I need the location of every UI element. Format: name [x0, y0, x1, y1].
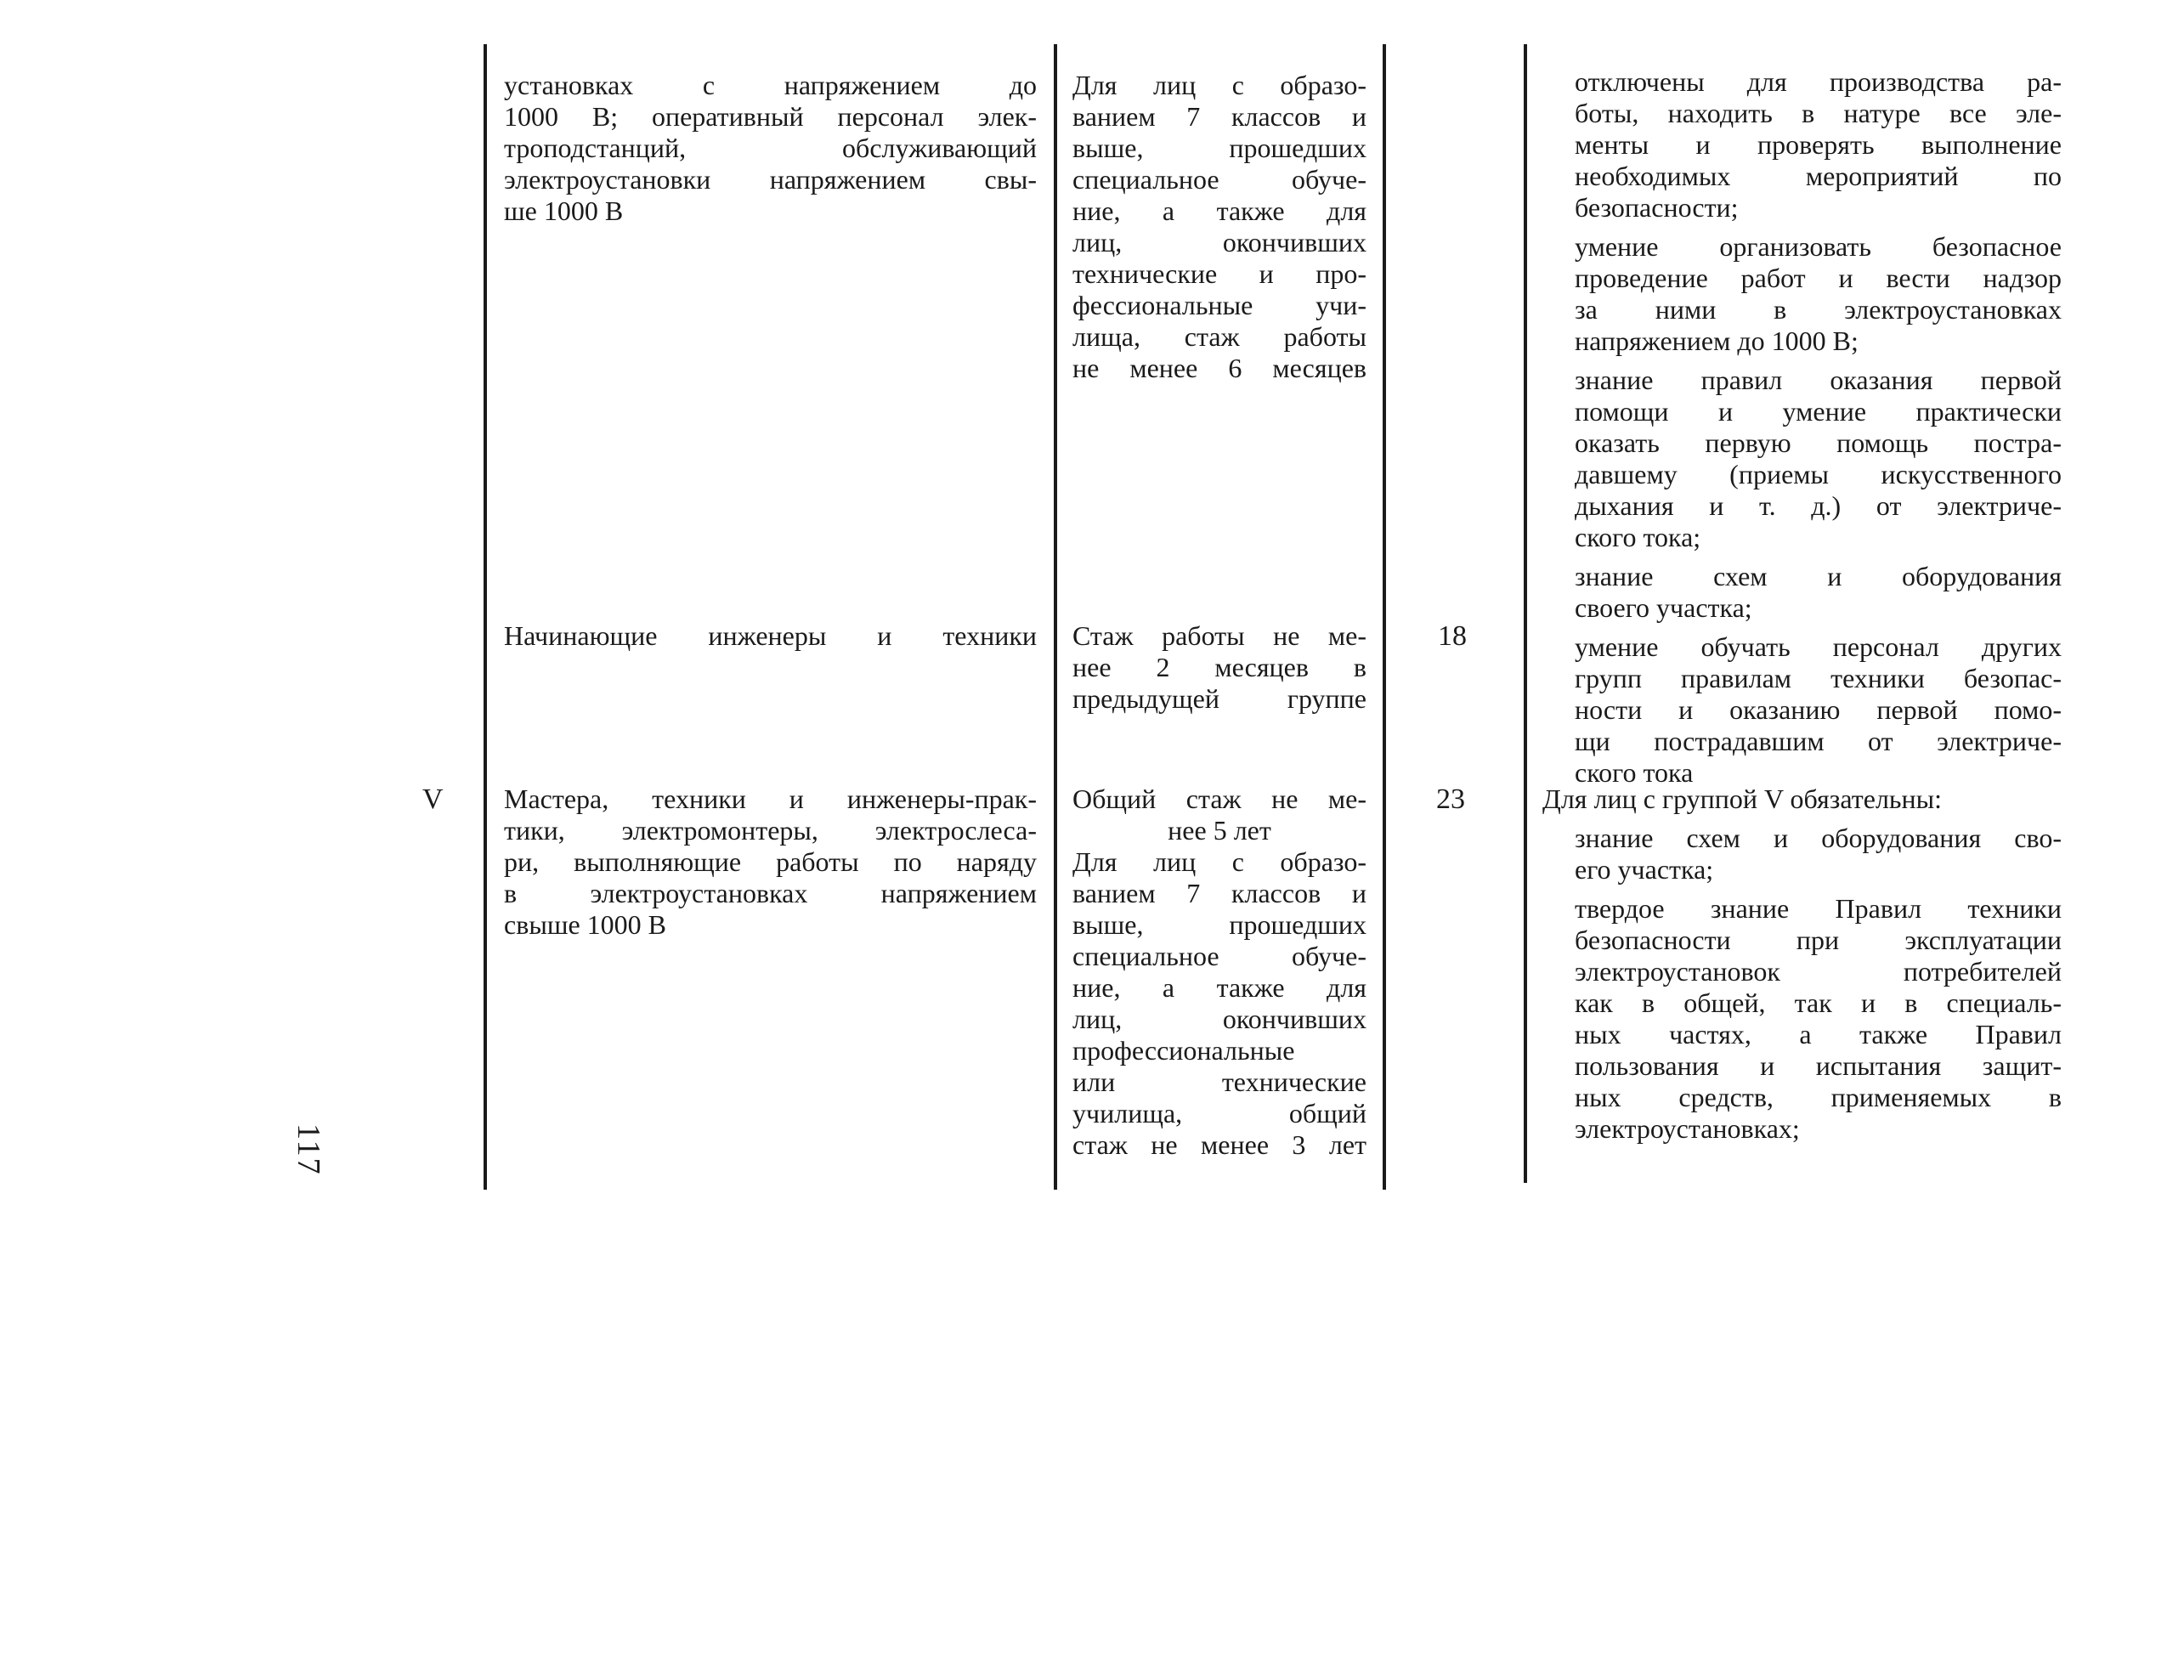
text-line: ности и оказанию первой помо-	[1575, 694, 2062, 725]
text-line: Для лиц с группой V обязательны:	[1542, 783, 1943, 814]
text-line: стаж не менее 3 лет	[1072, 1129, 1366, 1160]
text-line: выше, прошедших	[1072, 133, 1366, 163]
text-line: фессиональные учи-	[1072, 290, 1366, 320]
text-line: выше, прошедших	[1072, 909, 1366, 940]
text-line: специальное обуче-	[1072, 164, 1366, 195]
experience-cell-row2	[1072, 620, 1366, 715]
text-line: необходимых мероприятий по	[1575, 161, 2062, 191]
text-line: Для лиц с образо-	[1072, 70, 1366, 100]
text-line: ных средств, применяемых в	[1575, 1082, 2062, 1112]
text-line: не менее 6 месяцев	[1072, 353, 1366, 383]
personnel-cell-row2	[504, 620, 1037, 652]
text-line: в электроустановках напряжением	[504, 878, 1037, 908]
text-line: менты и проверять выполнение	[1575, 129, 2062, 160]
text-line: троподстанций, обслуживающий	[504, 133, 1037, 163]
text-line: отключены для производства ра-	[1575, 66, 2062, 97]
text-line: технические и про-	[1072, 258, 1366, 289]
text-line: знание схем и оборудования сво-	[1575, 823, 2062, 853]
personnel-cell-row1	[504, 70, 1037, 227]
experience-cell-row3-head	[1072, 783, 1366, 815]
text-line: лища, стаж работы	[1072, 321, 1366, 352]
table-rule-left	[484, 44, 487, 1190]
text-line: ванием 7 классов и	[1072, 878, 1366, 908]
requirements-cell-row3	[1575, 823, 2062, 1152]
text-line: умение обучать персонал других	[1575, 631, 2062, 662]
text-line: ванием 7 классов и	[1072, 101, 1366, 132]
text-line: Начинающие инженеры и техники	[504, 620, 1037, 651]
text-line: ние, а также для	[1072, 972, 1366, 1003]
text-line: проведение работ и вести надзор	[1575, 263, 2062, 293]
text-line: безопасности;	[1575, 192, 1739, 223]
text-line: Общий стаж не ме-	[1072, 783, 1366, 814]
text-line: ского тока	[1575, 757, 1694, 788]
text-line: его участка;	[1575, 854, 1714, 885]
text-line: электроустановок потребителей	[1575, 956, 2062, 987]
hours-row3: 23	[1436, 783, 1465, 815]
text-line: 1000 В; оперативный персонал элек-	[504, 101, 1037, 132]
text-line: или технические	[1072, 1066, 1366, 1097]
text-line: Стаж работы не ме-	[1072, 620, 1366, 651]
experience-cell-row1	[1072, 70, 1366, 384]
text-line: напряжением до 1000 В;	[1575, 325, 1859, 356]
text-line: училища, общий	[1072, 1098, 1366, 1128]
requirements-intro-group-v	[1542, 783, 2062, 815]
text-line: лиц, окончивших	[1072, 227, 1366, 257]
text-line: щи пострадавшим от электриче-	[1575, 726, 2062, 756]
text-line: электроустановки напряжением свы-	[504, 164, 1037, 195]
text-line: ского тока;	[1575, 522, 1701, 552]
text-line: тики, электромонтеры, электрослеса-	[504, 815, 1037, 846]
experience-cell-row3	[1072, 846, 1366, 1161]
requirements-cell-row1	[1575, 66, 2062, 796]
text-line: электроустановках;	[1575, 1113, 1800, 1144]
text-line: знание правил оказания первой	[1575, 365, 2062, 395]
text-line: специальное обуче-	[1072, 941, 1366, 971]
hours-row2: 18	[1438, 620, 1467, 652]
table-rule-col4	[1524, 44, 1527, 1183]
text-line: лиц, окончивших	[1072, 1004, 1366, 1034]
requirement-paragraph	[1575, 893, 2062, 1145]
text-line: пользования и испытания защит-	[1575, 1050, 2062, 1081]
text-line: ше 1000 В	[504, 195, 624, 226]
text-line: Для лиц с образо-	[1072, 846, 1366, 877]
text-line: помощи и умение практически	[1575, 396, 2062, 427]
requirement-paragraph	[1575, 631, 2062, 789]
text-line: нее 5 лет	[1168, 815, 1271, 846]
requirement-paragraph	[1575, 365, 2062, 553]
table-rule-col3	[1383, 44, 1386, 1190]
text-line: предыдущей группе	[1072, 683, 1366, 714]
requirement-paragraph	[1575, 66, 2062, 223]
text-line: ных частях, а также Правил	[1575, 1019, 2062, 1049]
text-line: Мастера, техники и инженеры-прак-	[504, 783, 1037, 814]
group-number-v: V	[422, 783, 444, 815]
text-line: давшему (приемы искусственного	[1575, 459, 2062, 489]
requirement-paragraph	[1575, 823, 2062, 885]
text-line: установках с напряжением до	[504, 70, 1037, 100]
table-rule-col2	[1054, 44, 1057, 1190]
experience-cell-row3-subhead	[1072, 815, 1366, 846]
text-line: как в общей, так и в специаль-	[1575, 987, 2062, 1018]
text-line: твердое знание Правил техники	[1575, 893, 2062, 924]
text-line: нее 2 месяцев в	[1072, 652, 1366, 682]
page-number: 117	[291, 1123, 326, 1176]
requirement-paragraph	[1575, 561, 2062, 624]
text-line: безопасности при эксплуатации	[1575, 925, 2062, 955]
text-line: знание схем и оборудования	[1575, 561, 2062, 591]
requirement-paragraph	[1575, 231, 2062, 357]
personnel-cell-row3	[504, 783, 1037, 941]
text-line: ние, а также для	[1072, 195, 1366, 226]
text-line: своего участка;	[1575, 592, 1752, 623]
text-line: оказать первую помощь постра-	[1575, 427, 2062, 458]
text-line: ри, выполняющие работы по наряду	[504, 846, 1037, 877]
text-line: за ними в электроустановках	[1575, 294, 2062, 325]
text-line: боты, находить в натуре все эле-	[1575, 98, 2062, 128]
text-line: умение организовать безопасное	[1575, 231, 2062, 262]
text-line: свыше 1000 В	[504, 909, 666, 940]
text-line: групп правилам техники безопас-	[1575, 663, 2062, 693]
text-line: профессиональные	[1072, 1035, 1295, 1066]
text-line: дыхания и т. д.) от электриче-	[1575, 490, 2062, 521]
